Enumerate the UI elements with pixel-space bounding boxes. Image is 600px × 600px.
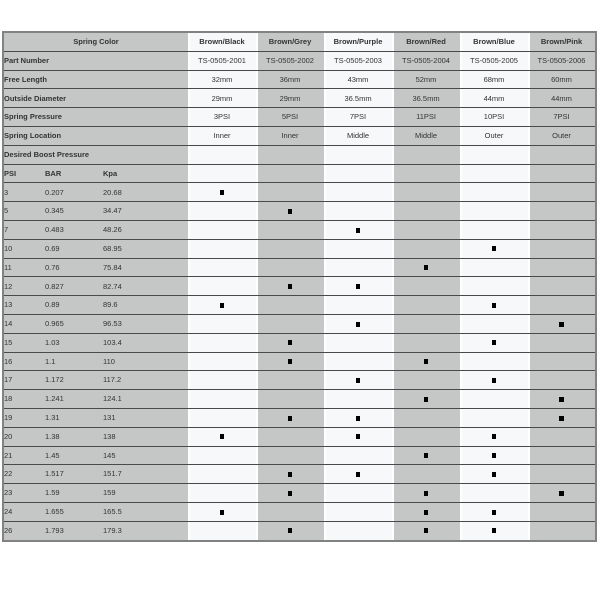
boost-section-label: Desired Boost Pressure (3, 145, 188, 164)
black-square-selection-mark-icon (356, 434, 361, 439)
mark-cell (460, 427, 528, 446)
kpa-value: 34.47 (103, 202, 188, 221)
unit-header-kpa: Kpa (103, 164, 188, 183)
kpa-value: 68.95 (103, 239, 188, 258)
mark-cell (324, 314, 392, 333)
empty-cell (256, 502, 324, 521)
mark-cell (256, 521, 324, 540)
unit-header-psi: PSI (3, 164, 45, 183)
mark-cell (392, 390, 460, 409)
empty-cell (392, 202, 460, 221)
empty-cell (528, 220, 596, 239)
mark-cell (324, 277, 392, 296)
black-square-selection-mark-icon (220, 510, 225, 515)
spec-label: Spring Location (3, 126, 188, 145)
spec-value: TS-0505-2006 (528, 51, 596, 70)
bar-value: 1.241 (45, 390, 103, 409)
empty-cell (324, 352, 392, 371)
empty-cell (528, 446, 596, 465)
spec-value: 36mm (256, 70, 324, 89)
spec-value: TS-0505-2003 (324, 51, 392, 70)
spec-value: TS-0505-2001 (188, 51, 256, 70)
empty-cell (392, 183, 460, 202)
black-square-selection-mark-icon (288, 284, 293, 289)
empty-cell (188, 484, 256, 503)
empty-cell (460, 202, 528, 221)
mark-cell (392, 521, 460, 540)
spec-value: 60mm (528, 70, 596, 89)
black-square-selection-mark-icon (424, 359, 429, 364)
empty-cell (324, 239, 392, 258)
empty-cell (392, 220, 460, 239)
black-square-selection-mark-icon (220, 190, 225, 195)
empty-cell (528, 164, 596, 183)
empty-cell (392, 465, 460, 484)
kpa-value: 96.53 (103, 314, 188, 333)
boost-row (3, 521, 596, 540)
bar-value: 1.793 (45, 521, 103, 540)
bar-value: 1.38 (45, 427, 103, 446)
spec-value: 44mm (460, 89, 528, 108)
black-square-selection-mark-icon (356, 322, 361, 327)
black-square-selection-mark-icon (492, 340, 497, 345)
spec-value: 5PSI (256, 108, 324, 127)
black-square-selection-mark-icon (424, 491, 429, 496)
psi-value: 20 (3, 427, 45, 446)
spec-value: 29mm (256, 89, 324, 108)
empty-cell (256, 145, 324, 164)
spec-value: Middle (324, 126, 392, 145)
empty-cell (256, 314, 324, 333)
black-square-selection-mark-icon (288, 359, 293, 364)
empty-cell (324, 145, 392, 164)
kpa-value: 110 (103, 352, 188, 371)
empty-cell (188, 202, 256, 221)
column-header-2: Brown/Purple (324, 32, 392, 51)
empty-cell (324, 390, 392, 409)
bar-value: 1.655 (45, 502, 103, 521)
black-square-selection-mark-icon (288, 209, 293, 214)
kpa-value: 179.3 (103, 521, 188, 540)
mark-cell (324, 465, 392, 484)
empty-cell (392, 314, 460, 333)
mark-cell (188, 427, 256, 446)
boost-section-row (3, 145, 596, 164)
spec-value: TS-0505-2004 (392, 51, 460, 70)
black-square-selection-mark-icon (424, 510, 429, 515)
empty-cell (188, 220, 256, 239)
psi-value: 12 (3, 277, 45, 296)
black-square-selection-mark-icon (220, 434, 225, 439)
black-square-selection-mark-icon (424, 397, 429, 402)
kpa-value: 159 (103, 484, 188, 503)
bar-value: 1.517 (45, 465, 103, 484)
empty-cell (392, 296, 460, 315)
spec-value: 32mm (188, 70, 256, 89)
spring-color-header: Spring Color (3, 32, 188, 51)
empty-cell (324, 521, 392, 540)
kpa-value: 82.74 (103, 277, 188, 296)
black-square-selection-mark-icon (356, 416, 361, 421)
boost-row (3, 352, 596, 371)
black-square-selection-mark-icon (559, 322, 564, 327)
black-square-selection-mark-icon (356, 472, 361, 477)
black-square-selection-mark-icon (492, 303, 497, 308)
psi-value: 17 (3, 371, 45, 390)
boost-row (3, 296, 596, 315)
spec-value: 7PSI (528, 108, 596, 127)
kpa-value: 145 (103, 446, 188, 465)
empty-cell (256, 258, 324, 277)
psi-value: 11 (3, 258, 45, 277)
empty-cell (460, 183, 528, 202)
black-square-selection-mark-icon (220, 303, 225, 308)
spec-value: 7PSI (324, 108, 392, 127)
empty-cell (256, 296, 324, 315)
spec-row (3, 89, 596, 108)
boost-row (3, 465, 596, 484)
spec-value: 68mm (460, 70, 528, 89)
empty-cell (528, 427, 596, 446)
empty-cell (324, 502, 392, 521)
mark-cell (392, 502, 460, 521)
empty-cell (392, 239, 460, 258)
spec-value: 11PSI (392, 108, 460, 127)
psi-value: 24 (3, 502, 45, 521)
empty-cell (324, 183, 392, 202)
mark-cell (460, 333, 528, 352)
empty-cell (460, 314, 528, 333)
empty-cell (460, 258, 528, 277)
black-square-selection-mark-icon (424, 265, 429, 270)
mark-cell (256, 465, 324, 484)
spec-label: Spring Pressure (3, 108, 188, 127)
boost-row (3, 502, 596, 521)
mark-cell (528, 408, 596, 427)
psi-value: 5 (3, 202, 45, 221)
boost-row (3, 258, 596, 277)
black-square-selection-mark-icon (492, 472, 497, 477)
bar-value: 1.03 (45, 333, 103, 352)
mark-cell (460, 371, 528, 390)
empty-cell (324, 164, 392, 183)
empty-cell (460, 220, 528, 239)
empty-cell (460, 408, 528, 427)
spec-value: 29mm (188, 89, 256, 108)
empty-cell (392, 333, 460, 352)
bar-value: 0.965 (45, 314, 103, 333)
black-square-selection-mark-icon (356, 378, 361, 383)
boost-row (3, 239, 596, 258)
bar-value: 1.59 (45, 484, 103, 503)
empty-cell (460, 164, 528, 183)
spec-value: 3PSI (188, 108, 256, 127)
empty-cell (256, 220, 324, 239)
kpa-value: 151.7 (103, 465, 188, 484)
boost-row (3, 333, 596, 352)
mark-cell (256, 277, 324, 296)
psi-value: 16 (3, 352, 45, 371)
empty-cell (256, 164, 324, 183)
mark-cell (528, 314, 596, 333)
spec-value: 44mm (528, 89, 596, 108)
psi-value: 22 (3, 465, 45, 484)
empty-cell (188, 446, 256, 465)
empty-cell (528, 277, 596, 296)
psi-value: 26 (3, 521, 45, 540)
empty-cell (188, 333, 256, 352)
spec-value: 43mm (324, 70, 392, 89)
empty-cell (188, 258, 256, 277)
mark-cell (188, 502, 256, 521)
header-row (3, 32, 596, 51)
empty-cell (528, 502, 596, 521)
mark-cell (324, 220, 392, 239)
empty-cell (188, 390, 256, 409)
empty-cell (460, 352, 528, 371)
empty-cell (188, 408, 256, 427)
mark-cell (392, 352, 460, 371)
spec-row (3, 126, 596, 145)
unit-header-row (3, 164, 596, 183)
spec-row (3, 70, 596, 89)
empty-cell (256, 371, 324, 390)
empty-cell (528, 239, 596, 258)
empty-cell (460, 390, 528, 409)
kpa-value: 103.4 (103, 333, 188, 352)
mark-cell (324, 427, 392, 446)
boost-row (3, 277, 596, 296)
empty-cell (256, 446, 324, 465)
boost-row (3, 202, 596, 221)
empty-cell (188, 314, 256, 333)
empty-cell (528, 296, 596, 315)
black-square-selection-mark-icon (424, 528, 429, 533)
empty-cell (324, 484, 392, 503)
mark-cell (460, 239, 528, 258)
kpa-value: 117.2 (103, 371, 188, 390)
bar-value: 0.827 (45, 277, 103, 296)
spec-value: 10PSI (460, 108, 528, 127)
spec-row (3, 51, 596, 70)
empty-cell (324, 258, 392, 277)
unit-header-bar: BAR (45, 164, 103, 183)
bar-value: 1.1 (45, 352, 103, 371)
empty-cell (528, 465, 596, 484)
psi-value: 10 (3, 239, 45, 258)
spec-value: 36.5mm (324, 89, 392, 108)
kpa-value: 124.1 (103, 390, 188, 409)
empty-cell (460, 277, 528, 296)
empty-cell (392, 371, 460, 390)
spec-value: 36.5mm (392, 89, 460, 108)
empty-cell (188, 239, 256, 258)
column-header-5: Brown/Pink (528, 32, 596, 51)
spec-value: Middle (392, 126, 460, 145)
mark-cell (392, 446, 460, 465)
mark-cell (460, 446, 528, 465)
mark-cell (528, 484, 596, 503)
black-square-selection-mark-icon (288, 416, 293, 421)
mark-cell (460, 296, 528, 315)
mark-cell (460, 521, 528, 540)
boost-row (3, 390, 596, 409)
kpa-value: 138 (103, 427, 188, 446)
spec-value: 52mm (392, 70, 460, 89)
empty-cell (188, 371, 256, 390)
boost-row (3, 183, 596, 202)
black-square-selection-mark-icon (559, 491, 564, 496)
empty-cell (188, 277, 256, 296)
empty-cell (188, 145, 256, 164)
boost-row (3, 314, 596, 333)
column-header-1: Brown/Grey (256, 32, 324, 51)
empty-cell (256, 390, 324, 409)
mark-cell (188, 183, 256, 202)
black-square-selection-mark-icon (492, 528, 497, 533)
spec-label: Free Length (3, 70, 188, 89)
bar-value: 0.207 (45, 183, 103, 202)
spec-value: TS-0505-2005 (460, 51, 528, 70)
empty-cell (392, 408, 460, 427)
bar-value: 1.172 (45, 371, 103, 390)
mark-cell (460, 465, 528, 484)
mark-cell (256, 202, 324, 221)
spec-value: TS-0505-2002 (256, 51, 324, 70)
boost-row (3, 371, 596, 390)
empty-cell (528, 371, 596, 390)
bar-value: 1.45 (45, 446, 103, 465)
empty-cell (528, 521, 596, 540)
psi-value: 14 (3, 314, 45, 333)
black-square-selection-mark-icon (559, 397, 564, 402)
kpa-value: 48.26 (103, 220, 188, 239)
empty-cell (460, 484, 528, 503)
black-square-selection-mark-icon (492, 434, 497, 439)
empty-cell (392, 277, 460, 296)
empty-cell (392, 164, 460, 183)
mark-cell (324, 408, 392, 427)
black-square-selection-mark-icon (288, 472, 293, 477)
kpa-value: 20.68 (103, 183, 188, 202)
bar-value: 0.76 (45, 258, 103, 277)
spec-value: Outer (528, 126, 596, 145)
black-square-selection-mark-icon (492, 246, 497, 251)
column-header-3: Brown/Red (392, 32, 460, 51)
boost-row (3, 446, 596, 465)
empty-cell (188, 521, 256, 540)
empty-cell (528, 145, 596, 164)
mark-cell (324, 371, 392, 390)
empty-cell (528, 352, 596, 371)
bar-value: 1.31 (45, 408, 103, 427)
boost-row (3, 220, 596, 239)
black-square-selection-mark-icon (492, 378, 497, 383)
boost-row (3, 427, 596, 446)
kpa-value: 165.5 (103, 502, 188, 521)
black-square-selection-mark-icon (492, 510, 497, 515)
mark-cell (256, 352, 324, 371)
empty-cell (324, 446, 392, 465)
empty-cell (324, 333, 392, 352)
psi-value: 13 (3, 296, 45, 315)
column-header-4: Brown/Blue (460, 32, 528, 51)
empty-cell (256, 183, 324, 202)
empty-cell (188, 352, 256, 371)
psi-value: 21 (3, 446, 45, 465)
mark-cell (256, 484, 324, 503)
empty-cell (324, 296, 392, 315)
bar-value: 0.89 (45, 296, 103, 315)
psi-value: 3 (3, 183, 45, 202)
black-square-selection-mark-icon (492, 453, 497, 458)
mark-cell (460, 502, 528, 521)
kpa-value: 131 (103, 408, 188, 427)
empty-cell (256, 427, 324, 446)
spec-value: Inner (256, 126, 324, 145)
mark-cell (392, 484, 460, 503)
empty-cell (188, 164, 256, 183)
empty-cell (188, 465, 256, 484)
mark-cell (256, 408, 324, 427)
bar-value: 0.483 (45, 220, 103, 239)
column-header-0: Brown/Black (188, 32, 256, 51)
black-square-selection-mark-icon (288, 528, 293, 533)
empty-cell (528, 258, 596, 277)
table-body (3, 32, 596, 541)
empty-cell (528, 202, 596, 221)
spring-rate-spec-table (2, 31, 597, 542)
psi-value: 19 (3, 408, 45, 427)
empty-cell (460, 145, 528, 164)
black-square-selection-mark-icon (356, 284, 361, 289)
bar-value: 0.69 (45, 239, 103, 258)
psi-value: 7 (3, 220, 45, 239)
spec-value: Inner (188, 126, 256, 145)
boost-row (3, 484, 596, 503)
empty-cell (528, 333, 596, 352)
boost-row (3, 408, 596, 427)
empty-cell (528, 183, 596, 202)
psi-value: 15 (3, 333, 45, 352)
mark-cell (528, 390, 596, 409)
kpa-value: 89.6 (103, 296, 188, 315)
spec-label: Outside Diameter (3, 89, 188, 108)
psi-value: 23 (3, 484, 45, 503)
black-square-selection-mark-icon (424, 453, 429, 458)
empty-cell (392, 145, 460, 164)
black-square-selection-mark-icon (288, 340, 293, 345)
black-square-selection-mark-icon (356, 228, 361, 233)
empty-cell (324, 202, 392, 221)
mark-cell (256, 333, 324, 352)
bar-value: 0.345 (45, 202, 103, 221)
mark-cell (392, 258, 460, 277)
empty-cell (392, 427, 460, 446)
black-square-selection-mark-icon (288, 491, 293, 496)
psi-value: 18 (3, 390, 45, 409)
spec-row (3, 108, 596, 127)
spec-value: Outer (460, 126, 528, 145)
mark-cell (188, 296, 256, 315)
black-square-selection-mark-icon (559, 416, 564, 421)
empty-cell (256, 239, 324, 258)
spec-label: Part Number (3, 51, 188, 70)
kpa-value: 75.84 (103, 258, 188, 277)
